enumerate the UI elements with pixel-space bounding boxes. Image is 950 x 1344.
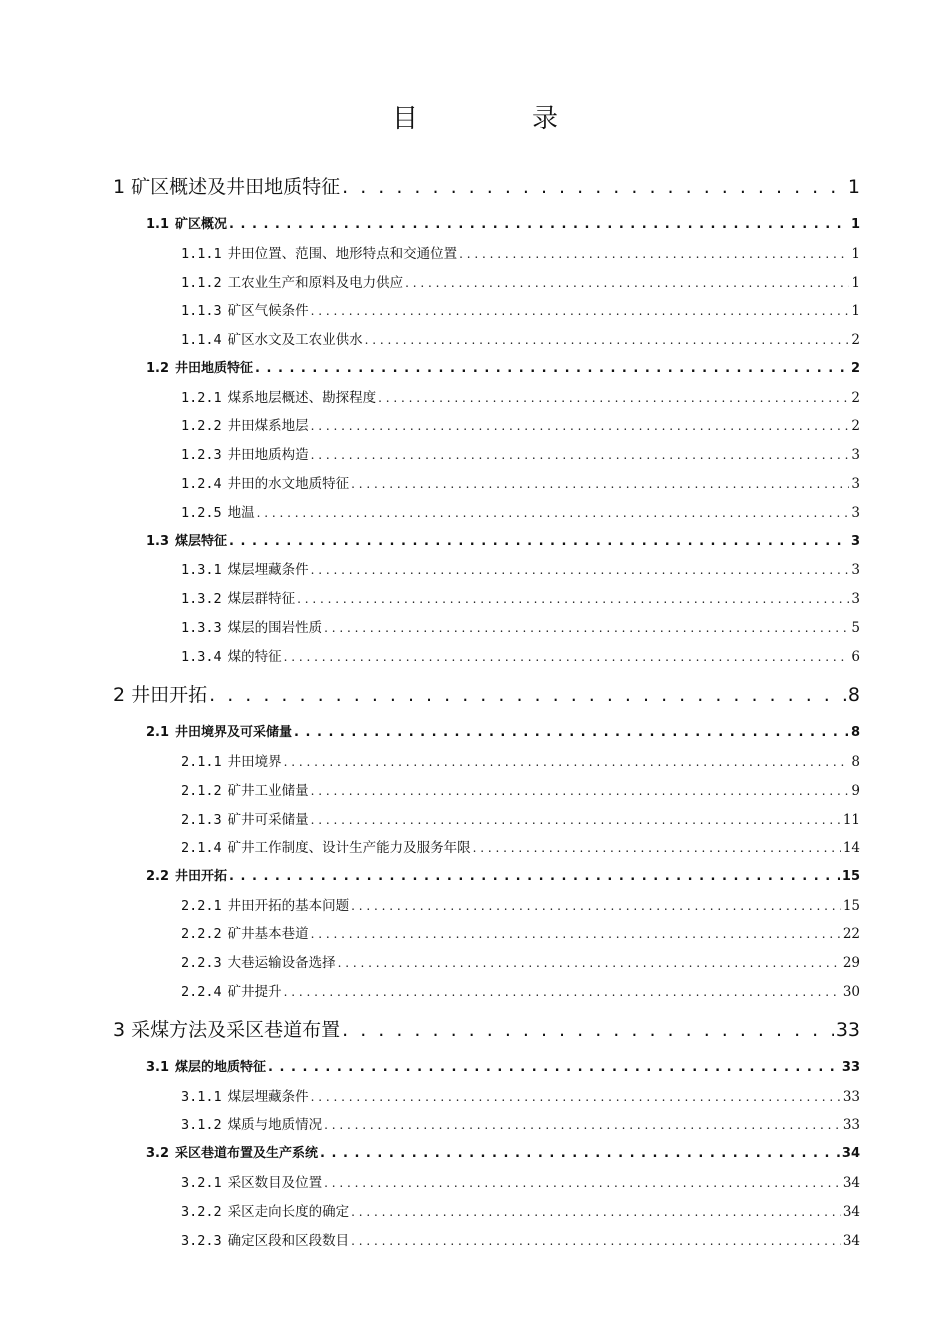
toc-entry-text: 煤层特征	[175, 534, 228, 549]
toc-entry-label	[181, 472, 349, 492]
toc-entry-label	[113, 680, 207, 707]
toc-entry-label	[181, 501, 255, 521]
toc-page-number: 8	[851, 754, 860, 770]
toc-leader-dots	[324, 1118, 841, 1132]
toc-entry-level1[interactable]	[113, 1015, 860, 1042]
toc-entry-level2[interactable]	[146, 865, 860, 884]
toc-entry-number: 3.1.1	[181, 1089, 222, 1105]
toc-page-number: 14	[842, 840, 860, 856]
toc-entry-label	[181, 386, 376, 406]
toc-entry-level2[interactable]	[146, 1142, 860, 1161]
toc-entry-text: 煤层埋藏条件	[227, 562, 309, 578]
toc-entry-level3[interactable]	[181, 779, 860, 799]
toc-leader-dots	[324, 621, 849, 635]
toc-entry-text: 煤层的围岩性质	[227, 620, 323, 636]
toc-entry-text: 井田境界及可采储量	[175, 725, 293, 740]
toc-entry-label	[181, 894, 349, 914]
toc-leader-dots	[311, 927, 841, 941]
toc-entry-label	[181, 616, 322, 636]
toc-entry-label	[146, 1056, 266, 1075]
toc-entry-label	[181, 328, 363, 348]
toc-entry-text: 煤层埋藏条件	[227, 1089, 309, 1105]
toc-entry-level2[interactable]	[146, 1056, 860, 1075]
toc-page-number: 3	[851, 591, 860, 607]
toc-page-number: 3	[851, 447, 860, 463]
toc-entry-number: 1.1.1	[181, 246, 222, 262]
toc-entry-label	[181, 587, 295, 607]
toc-entry-label	[113, 172, 340, 199]
toc-entry-level3[interactable]	[181, 242, 860, 262]
toc-entry-text: 井田开拓	[175, 869, 228, 884]
toc-entry-number: 1.2.3	[181, 447, 222, 463]
toc-leader-dots	[342, 176, 846, 198]
toc-entry-number: 1.2.5	[181, 505, 222, 521]
toc-leader-dots	[365, 333, 850, 347]
toc-entry-text: 采区走向长度的确定	[227, 1204, 350, 1220]
toc-page-number: 1	[850, 217, 860, 232]
toc-entry-level3[interactable]	[181, 1085, 860, 1105]
toc-entry-label	[181, 299, 309, 319]
toc-leader-dots	[338, 956, 841, 970]
toc-entry-text: 井田地质特征	[175, 361, 254, 376]
toc-entry-level3[interactable]	[181, 443, 860, 463]
toc-entry-label	[181, 414, 309, 434]
toc-entry-label	[146, 721, 292, 740]
toc-entry-label	[181, 1200, 349, 1220]
toc-entry-label	[181, 1171, 322, 1191]
toc-entry-text: 矿区概况	[175, 217, 228, 232]
toc-entry-text: 井田开拓的基本问题	[227, 898, 350, 914]
toc-leader-dots	[294, 725, 849, 740]
toc-page-number: 3	[851, 562, 860, 578]
toc-entry-text: 矿井基本巷道	[227, 926, 309, 942]
toc-page-number: 15	[842, 898, 860, 914]
toc-page-number: 9	[851, 783, 860, 799]
page-title: 目 录	[391, 104, 602, 134]
toc-entry-level2[interactable]	[146, 213, 860, 232]
toc-entry-text: 煤系地层概述、勘探程度	[227, 390, 377, 406]
toc-entry-text: 矿井提升	[227, 984, 282, 1000]
toc-entry-level3[interactable]	[181, 472, 860, 492]
toc-entry-number: 2.2.4	[181, 984, 222, 1000]
toc-page-number: 33	[842, 1089, 860, 1105]
toc-entry-level3[interactable]	[181, 1200, 860, 1220]
toc-entry-text: 采区巷道布置及生产系统	[175, 1146, 319, 1161]
toc-entry-text: 井田位置、范围、地形特点和交通位置	[227, 246, 458, 262]
toc-entry-label	[181, 1229, 349, 1249]
toc-entry-label	[181, 645, 282, 665]
toc-entry-text: 井田开拓	[131, 684, 208, 706]
toc-page-number: 2	[851, 418, 860, 434]
toc-entry-level3[interactable]	[181, 271, 860, 291]
toc-entry-level3[interactable]	[181, 558, 860, 578]
toc-leader-dots	[342, 1019, 834, 1041]
toc-entry-number: 2.1.1	[181, 754, 222, 770]
toc-entry-number: 3.2.3	[181, 1233, 222, 1249]
toc-leader-dots	[351, 1234, 841, 1248]
toc-page-number: 1	[851, 303, 860, 319]
toc-entry-number: 2	[113, 684, 126, 706]
toc-entry-text: 煤层的地质特征	[175, 1060, 267, 1075]
toc-entry-level3[interactable]	[181, 1113, 860, 1133]
toc-entry-number: 1.3.2	[181, 591, 222, 607]
toc-leader-dots	[351, 477, 849, 491]
toc-page-number: 5	[851, 620, 860, 636]
toc-leader-dots	[229, 869, 840, 884]
toc-leader-dots	[320, 1146, 840, 1161]
toc-leader-dots	[257, 506, 850, 520]
toc-entry-text: 矿井工业储量	[227, 783, 309, 799]
toc-entry-number: 1.3.3	[181, 620, 222, 636]
toc-leader-dots	[311, 563, 850, 577]
toc-entry-text: 矿区水文及工农业供水	[227, 332, 363, 348]
toc-entry-number: 1	[113, 176, 126, 198]
toc-entry-level3[interactable]	[181, 501, 860, 521]
toc-entry-text: 矿井可采储量	[227, 812, 309, 828]
toc-entry-text: 矿区气候条件	[227, 303, 309, 319]
toc-entry-label	[181, 443, 309, 463]
toc-leader-dots	[229, 534, 849, 549]
toc-entry-label	[181, 1085, 309, 1105]
toc-leader-dots	[473, 841, 841, 855]
toc-entry-level2[interactable]	[146, 530, 860, 549]
toc-entry-number: 2.1.4	[181, 840, 222, 856]
toc-entry-label	[181, 779, 309, 799]
toc-entry-number: 1.3.4	[181, 649, 222, 665]
toc-page-number: 2	[851, 390, 860, 406]
toc-leader-dots	[311, 813, 841, 827]
toc-page-number: 30	[842, 984, 860, 1000]
toc-page-number: 1	[851, 275, 860, 291]
toc-leader-dots	[284, 985, 841, 999]
toc-page-number: 33	[842, 1117, 860, 1133]
toc-leader-dots	[268, 1060, 840, 1075]
toc-entry-label	[181, 808, 309, 828]
toc-entry-level3[interactable]	[181, 299, 860, 319]
toc-leader-dots	[405, 276, 849, 290]
toc-entry-level3[interactable]	[181, 836, 860, 856]
toc-page-number: 34	[842, 1233, 860, 1249]
toc-entry-label	[181, 750, 282, 770]
toc-entry-level1[interactable]	[113, 680, 860, 707]
toc-entry-level3[interactable]	[181, 951, 860, 971]
toc-entry-label	[181, 922, 309, 942]
toc-entry-number: 1.2.2	[181, 418, 222, 434]
toc-leader-dots	[351, 1205, 841, 1219]
toc-page-number: 34	[841, 1146, 860, 1161]
toc-entry-number: 1.1.4	[181, 332, 222, 348]
toc-entry-level3[interactable]	[181, 328, 860, 348]
toc-leader-dots	[378, 391, 849, 405]
toc-leader-dots	[255, 361, 849, 376]
toc-entry-label	[181, 836, 471, 856]
toc-entry-text: 煤的特征	[227, 649, 282, 665]
toc-entry-number: 3.2	[146, 1146, 170, 1161]
toc-entry-level3[interactable]	[181, 414, 860, 434]
toc-entry-level3[interactable]	[181, 1171, 860, 1191]
toc-entry-label	[113, 1015, 340, 1042]
toc-page-number: 33	[841, 1060, 860, 1075]
toc-entry-text: 矿区概述及井田地质特征	[131, 176, 341, 198]
toc-entry-level3[interactable]	[181, 386, 860, 406]
toc-entry-label	[181, 271, 403, 291]
toc-entry-text: 大巷运输设备选择	[227, 955, 336, 971]
toc-page-number: 8	[850, 725, 860, 740]
toc-entry-label	[146, 213, 227, 232]
toc-page-number: 29	[842, 955, 860, 971]
toc-page-number: 8	[847, 684, 860, 706]
toc-page-number: 34	[842, 1175, 860, 1191]
toc-page-number: 1	[847, 176, 860, 198]
toc-entry-level3[interactable]	[181, 894, 860, 914]
toc-entry-number: 1.2	[146, 361, 170, 376]
toc-leader-dots	[311, 1090, 841, 1104]
toc-entry-number: 2.1	[146, 725, 170, 740]
toc-leader-dots	[284, 755, 850, 769]
toc-entry-number: 1.1.3	[181, 303, 222, 319]
toc-page-number: 6	[851, 649, 860, 665]
toc-entry-number: 2.2.2	[181, 926, 222, 942]
toc-entry-label	[181, 980, 282, 1000]
toc-entry-number: 2.2.1	[181, 898, 222, 914]
toc-page-number: 11	[842, 812, 860, 828]
toc-page-number: 33	[835, 1019, 860, 1041]
toc-entry-level3[interactable]	[181, 1229, 860, 1249]
toc-entry-number: 1.2.1	[181, 390, 222, 406]
toc-page-number: 2	[851, 332, 860, 348]
toc-page-number: 15	[841, 869, 860, 884]
toc-entry-level3[interactable]	[181, 980, 860, 1000]
toc-leader-dots	[311, 419, 850, 433]
toc-entry-text: 工农业生产和原料及电力供应	[227, 275, 404, 291]
toc-entry-text: 井田煤系地层	[227, 418, 309, 434]
toc-entry-number: 2.2.3	[181, 955, 222, 971]
toc-leader-dots	[311, 448, 850, 462]
toc-entry-number: 1.3	[146, 534, 170, 549]
toc-entry-label	[181, 1113, 322, 1133]
toc-entry-text: 井田的水文地质特征	[227, 476, 350, 492]
toc-leader-dots	[284, 650, 850, 664]
toc-entry-label	[146, 530, 227, 549]
toc-entry-number: 1.2.4	[181, 476, 222, 492]
toc-leader-dots	[229, 217, 849, 232]
toc-entry-level3[interactable]	[181, 922, 860, 942]
toc-page-number: 34	[842, 1204, 860, 1220]
toc-entry-number: 3.2.1	[181, 1175, 222, 1191]
toc-entry-level3[interactable]	[181, 645, 860, 665]
toc-leader-dots	[311, 784, 850, 798]
toc-entry-level3[interactable]	[181, 616, 860, 636]
toc-entry-text: 煤层群特征	[227, 591, 296, 607]
toc-leader-dots	[209, 684, 846, 706]
toc-entry-text: 地温	[227, 505, 255, 521]
toc-entry-text: 采区数目及位置	[227, 1175, 323, 1191]
toc-entry-number: 2.2	[146, 869, 170, 884]
toc-page-number: 3	[851, 505, 860, 521]
toc-leader-dots	[459, 247, 849, 261]
toc-entry-text: 矿井工作制度、设计生产能力及服务年限	[227, 840, 471, 856]
toc-entry-text: 采煤方法及采区巷道布置	[131, 1019, 341, 1041]
toc-entry-level3[interactable]	[181, 808, 860, 828]
toc-entry-number: 1.3.1	[181, 562, 222, 578]
toc-entry-level1[interactable]	[113, 172, 860, 199]
toc-entry-number: 1.1.2	[181, 275, 222, 291]
toc-entry-label	[146, 1142, 318, 1161]
toc-entry-number: 3.1.2	[181, 1117, 222, 1133]
toc-leader-dots	[351, 899, 841, 913]
toc-entry-number: 2.1.2	[181, 783, 222, 799]
toc-entry-text: 煤质与地质情况	[227, 1117, 323, 1133]
toc-leader-dots	[297, 592, 849, 606]
toc-entry-level2[interactable]	[146, 357, 860, 376]
toc-leader-dots	[324, 1176, 841, 1190]
toc-page-number: 2	[850, 361, 860, 376]
toc-entry-number: 1.1	[146, 217, 170, 232]
toc-entry-text: 确定区段和区段数目	[227, 1233, 350, 1249]
toc-entry-label	[181, 242, 457, 262]
toc-page-number: 3	[851, 476, 860, 492]
toc-entry-label	[181, 558, 309, 578]
toc-page-number: 3	[850, 534, 860, 549]
toc-entry-number: 3.2.2	[181, 1204, 222, 1220]
toc-entry-level3[interactable]	[181, 750, 860, 770]
toc-entry-level2[interactable]	[146, 721, 860, 740]
toc-entry-label	[146, 357, 253, 376]
toc-page-number: 1	[851, 246, 860, 262]
toc-entry-number: 3	[113, 1019, 126, 1041]
toc-entry-number: 3.1	[146, 1060, 170, 1075]
toc-entry-number: 2.1.3	[181, 812, 222, 828]
toc-entry-text: 井田地质构造	[227, 447, 309, 463]
toc-entry-level3[interactable]	[181, 587, 860, 607]
toc-entry-label	[181, 951, 336, 971]
toc-entry-label	[146, 865, 227, 884]
toc-entry-text: 井田境界	[227, 754, 282, 770]
toc-leader-dots	[311, 304, 850, 318]
toc-page-number: 22	[842, 926, 860, 942]
